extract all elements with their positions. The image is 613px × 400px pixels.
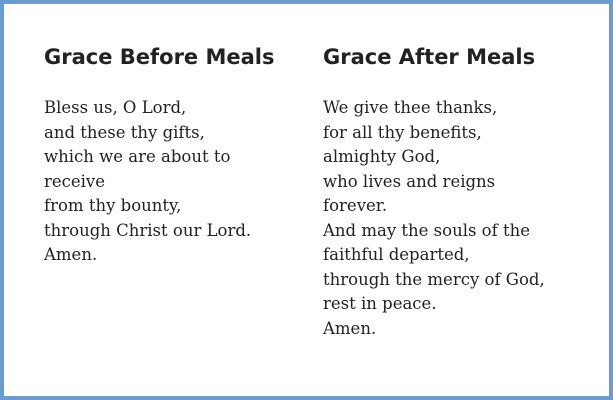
- verse-line: We give thee thanks,: [323, 98, 498, 117]
- grace-before-meals-title: Grace Before Meals: [44, 45, 275, 69]
- verse-line: and these thy gifts,: [44, 122, 205, 142]
- verse-line: through Christ our Lord.: [44, 220, 252, 240]
- verse-line: from thy bounty,: [44, 196, 182, 215]
- verse-line: who lives and reigns: [323, 171, 496, 191]
- verse-line: Amen.: [323, 318, 377, 338]
- grace-after-meals-column: [323, 42, 593, 341]
- grace-after-meals-title: Grace After Meals: [323, 45, 536, 69]
- grace-before-meals-text: [44, 96, 314, 268]
- grace-after-meals-text: [323, 96, 593, 341]
- verse-line: Bless us, O Lord,: [44, 98, 187, 117]
- verse-line: almighty God,: [323, 147, 441, 166]
- verse-line: Amen.: [44, 245, 98, 264]
- verse-line: rest in peace.: [323, 294, 437, 313]
- grace-before-meals-column: [44, 42, 314, 268]
- verse-line: for all thy benefits,: [323, 122, 482, 142]
- verse-line: And may the souls of the: [323, 220, 530, 240]
- verse-line: faithful departed,: [323, 245, 470, 264]
- verse-line: receive: [44, 171, 106, 191]
- verse-line: through the mercy of God,: [323, 269, 545, 289]
- verse-line: which we are about to: [44, 147, 231, 166]
- verse-line: forever.: [323, 196, 388, 215]
